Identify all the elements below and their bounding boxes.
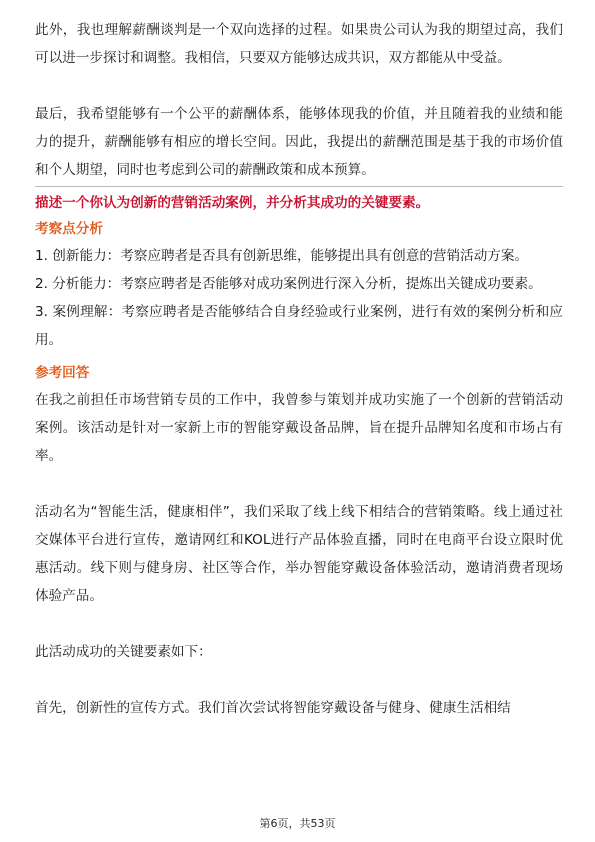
answer-paragraph-1: 在我之前担任市场营销专员的工作中，我曾参与策划并成功实施了一个创新的营销活动案例。该活动是针对一家新上市的智能穿戴设备品牌，旨在提升品牌知名度和市场占有率。 (35, 392, 563, 464)
answer-heading: 参考回答 (35, 365, 90, 381)
section-divider (35, 186, 563, 187)
analysis-item-3: 3. 案例理解：考察应聘者是否能够结合自身经验或行业案例，进行有效的案例分析和应用。 (35, 304, 563, 348)
analysis-heading: 考察点分析 (35, 221, 103, 237)
analysis-item-1: 1. 创新能力：考察应聘者是否具有创新思维，能够提出具有创意的营销活动方案。 (35, 248, 529, 264)
page-footer: 第6页，共53页 (259, 817, 336, 830)
document-page (35, 0, 563, 842)
question-title: 描述一个你认为创新的营销活动案例，并分析其成功的关键要素。 (35, 195, 430, 211)
analysis-item-2: 2. 分析能力：考察应聘者是否能够对成功案例进行深入分析，提炼出关键成功要素。 (35, 276, 542, 292)
answer-paragraph-3: 此活动成功的关键要素如下： (35, 644, 212, 660)
intro-paragraph-2: 最后，我希望能够有一个公平的薪酬体系，能够体现我的价值，并且随着我的业绩和能力的提升，薪酬能够有相应的增长空间。因此，我提出的薪酬范围是基于我的市场价值和个人期望，同时也考虑到公司的薪酬政策和成本预算。 (35, 106, 563, 178)
intro-paragraph-1: 此外，我也理解薪酬谈判是一个双向选择的过程。如果贵公司认为我的期望过高，我们可以进一步探讨和调整。我相信，只要双方能够达成共识，双方都能从中受益。 (35, 22, 563, 66)
answer-paragraph-2: 活动名为“智能生活，健康相伴”，我们采取了线上线下相结合的营销策略。线上通过社交媒体平台进行宣传，邀请网红和KOL进行产品体验直播，同时在电商平台设立限时优惠活动。线下则与健身房、社区等合作，举办智能穿戴设备体验活动，邀请消费者现场体验产品。 (35, 504, 563, 604)
answer-paragraph-4: 首先，创新性的宣传方式。我们首次尝试将智能穿戴设备与健身、健康生活相结 (35, 700, 511, 716)
